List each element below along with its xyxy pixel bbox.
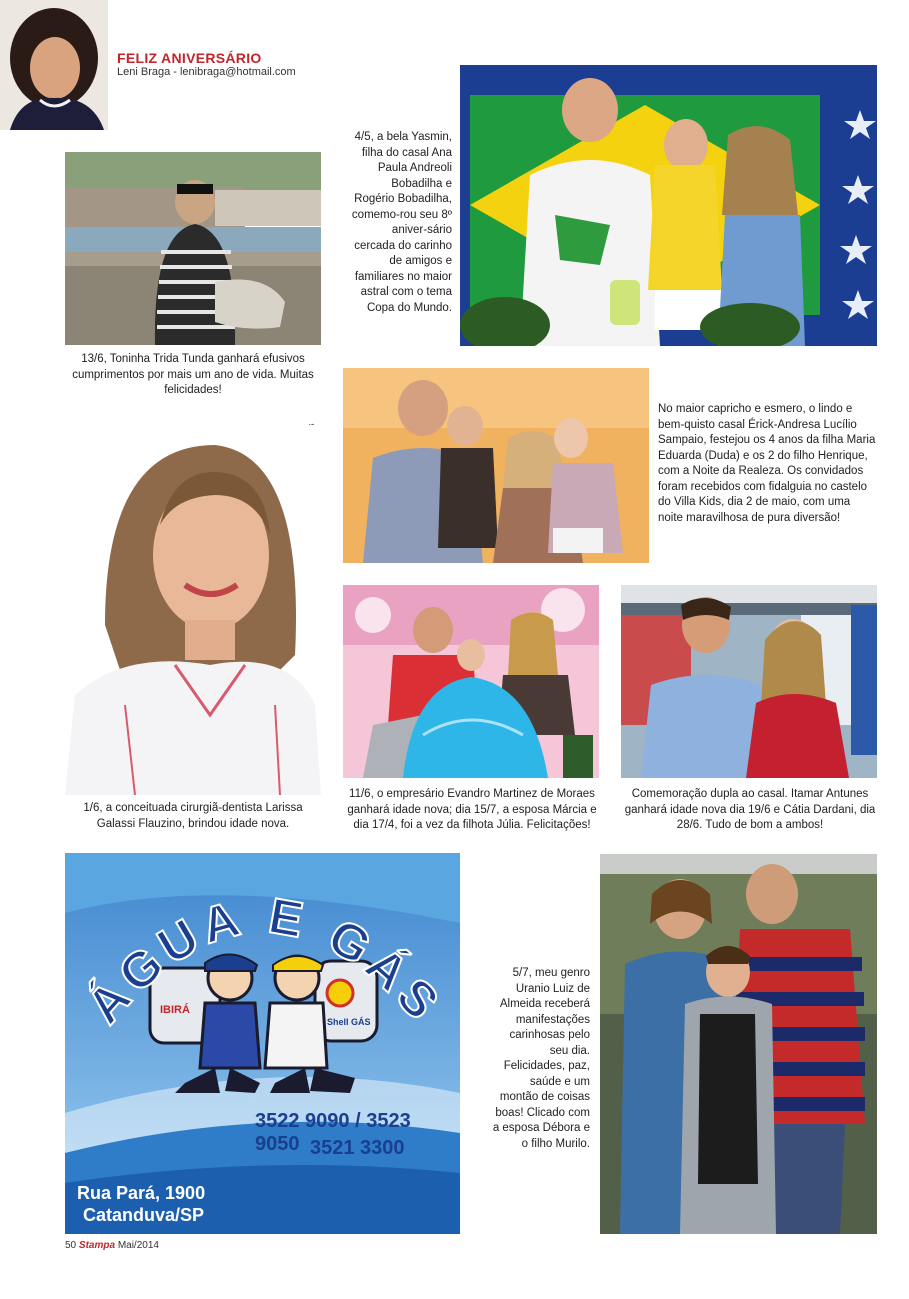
columnist-photo	[0, 0, 108, 130]
ad-title: ÁGUA E GÁS	[75, 887, 454, 1035]
ad-address-line2: Catanduva/SP	[83, 1205, 205, 1225]
page-footer	[65, 1240, 159, 1251]
caption-duda: No maior capricho e esmero, o lindo e bem-quisto casal Érick-Andresa Lucílio Sampaio, festejou os 4 anos da filha Maria Eduarda (Duda) e os 2 do filho Henrique, com a Noite da Realeza. Os convidados foram recebidos com fidalguia no castelo do Villa Kids, dia 2 de maio, com uma noite maravilhosa de pura diversão!	[658, 403, 876, 524]
ad-agua-e-gas	[65, 853, 460, 1234]
issue-date: Mai/2014	[117, 1240, 159, 1251]
photo-toninha	[65, 152, 321, 345]
photo-evandro-family	[343, 585, 599, 778]
svg-text:IBIRÁ: IBIRÁ	[160, 1004, 190, 1016]
caption-itamar: Comemoração dupla ao casal. Itamar Antunes ganhará idade nova dia 19/6 e Cátia Dardani, dia 28/6. Tudo de bom a ambos!	[624, 788, 876, 831]
page-number: 50	[65, 1240, 77, 1251]
section-title: FELIZ ANIVERSÁRIO	[117, 50, 262, 66]
magazine-brand: Stampa	[78, 1240, 116, 1251]
columnist-byline: Leni Braga - lenibraga@hotmail.com	[117, 66, 296, 78]
caption-larissa: 1/6, a conceituada cirurgiã-dentista Larissa Galassi Flauzino, brindou idade nova.	[83, 802, 303, 830]
ad-address-line1: Rua Pará, 1900	[77, 1183, 206, 1203]
photo-larissa	[65, 425, 321, 795]
caption-toninha: 13/6, Toninha Trida Tunda ganhará efusivos cumprimentos por mais um ano de vida. Muitas felicidades!	[72, 353, 314, 396]
caption-evandro: 11/6, o empresário Evandro Martinez de Moraes ganhará idade nova; dia 15/7, a esposa Márcia e dia 17/4, foi a vez da filhota Júlia. Felicitações!	[347, 788, 597, 831]
photo-duda-party	[343, 368, 649, 563]
photo-itamar-catia	[621, 585, 877, 778]
ad-phone-line2: 3521 3300	[310, 1137, 405, 1159]
svg-text:ÁGUA E GÁS	[76, 887, 454, 1034]
photo-yasmin-party	[460, 65, 877, 346]
svg-text:Shell GÁS: Shell GÁS	[327, 1017, 371, 1027]
caption-uranio: 5/7, meu genro Uranio Luiz de Almeida receberá manifestações carinhosas pelo seu dia. Felicidades, paz, saúde e um montão de coisas boas! Clicado com a esposa Débora e o filho Murilo.	[492, 967, 590, 1150]
ad-title-arc	[65, 853, 460, 1053]
caption-yasmin: 4/5, a bela Yasmin, filha do casal Ana Paula Andreoli Bobadilha e Rogério Bobadilha, comemo-rou seu 8º aniver-sário cercada do carinho de amigos e familiares no maior astral com o tema Copa do Mundo.	[351, 131, 452, 314]
photo-uranio-family	[600, 854, 877, 1234]
ad-phone-line1: 3522 9090 / 3523 9050	[255, 1110, 411, 1155]
